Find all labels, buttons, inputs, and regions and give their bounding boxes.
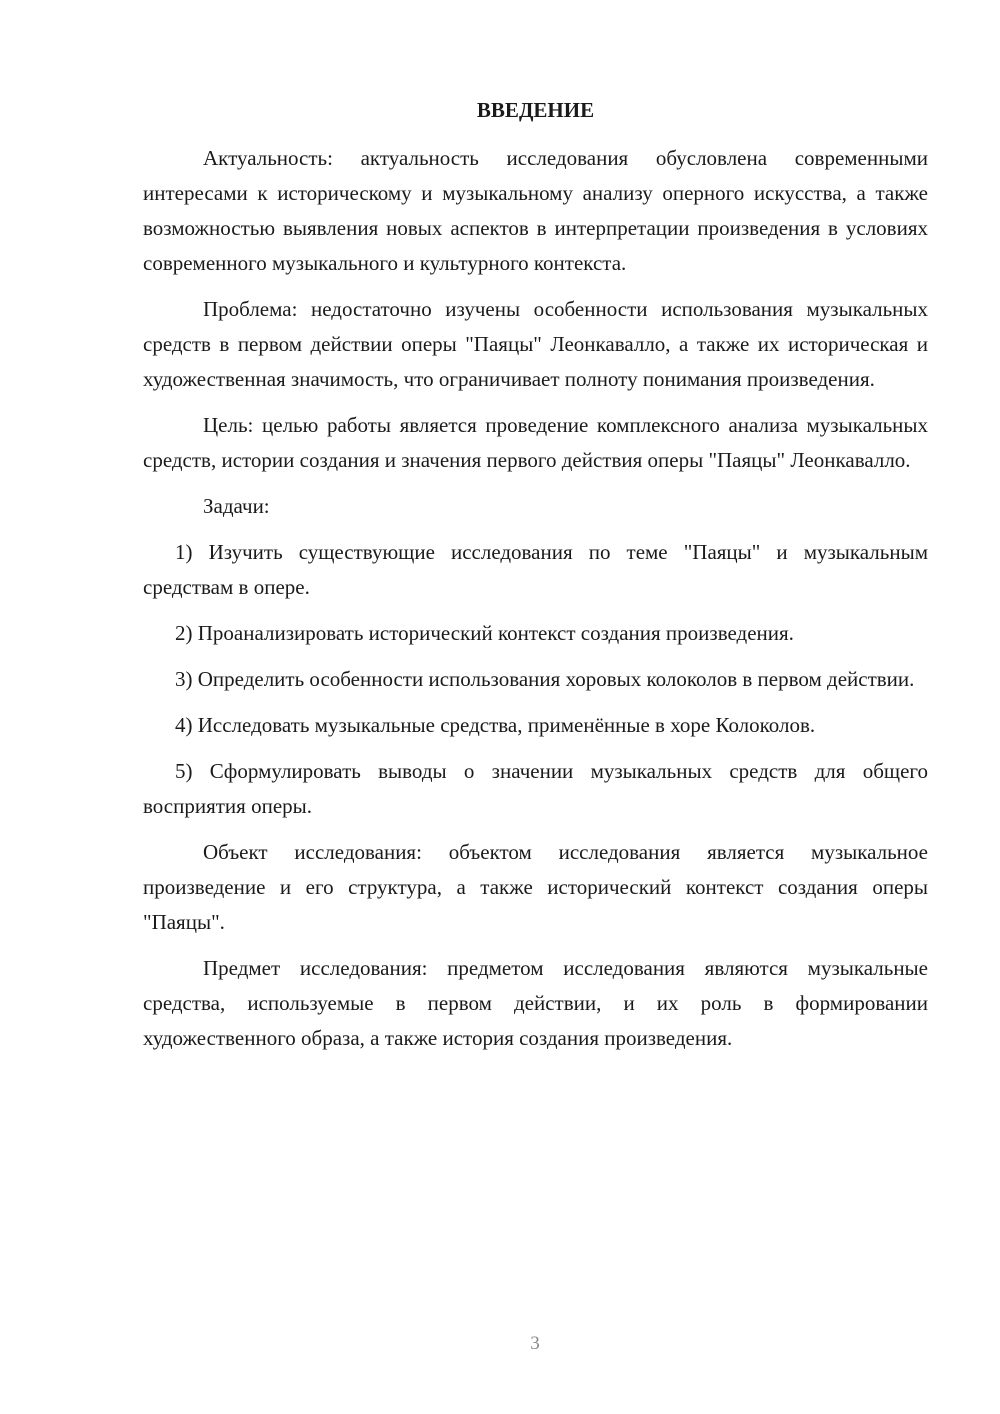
paragraph-relevance: Актуальность: актуальность исследования обусловлена современными интересами к историческому и музыкальному анализу оперного искусства, а также возможностью выявления новых аспектов в интерпретации произведения в условиях современного музыкального и культурного контекста. <box>143 146 928 275</box>
paragraph-goal: Цель: целью работы является проведение комплексного анализа музыкальных средств, истории создания и значения первого действия оперы "Паяцы" Леонкавалло. <box>143 413 928 472</box>
task-item-4: 4) Исследовать музыкальные средства, применённые в хоре Колоколов. <box>175 713 816 737</box>
task-item-5: 5) Сформулировать выводы о значении музыкальных средств для общего восприятия оперы. <box>143 759 928 818</box>
document-page <box>143 95 928 1067</box>
task-item-3: 3) Определить особенности использования хоровых колоколов в первом действии. <box>175 667 915 691</box>
paragraph-object: Объект исследования: объектом исследования является музыкальное произведение и его структура, а также исторический контекст создания оперы "Паяцы". <box>143 840 928 934</box>
paragraph-subject: Предмет исследования: предметом исследования являются музыкальные средства, используемые в первом действии, и их роль в формировании художественного образа, а также история создания произведения. <box>143 956 928 1050</box>
paragraph-tasks-heading: Задачи: <box>203 494 270 518</box>
task-item-2: 2) Проанализировать исторический контекст создания произведения. <box>175 621 794 645</box>
page-number: 3 <box>530 1333 540 1354</box>
task-item-1: 1) Изучить существующие исследования по теме "Паяцы" и музыкальным средствам в опере. <box>143 540 928 599</box>
section-heading: ВВЕДЕНИЕ <box>476 98 595 122</box>
paragraph-problem: Проблема: недостаточно изучены особенности использования музыкальных средств в первом действии оперы "Паяцы" Леонкавалло, а также их историческая и художественная значимость, что ограничивает полноту понимания произведения. <box>143 297 928 391</box>
